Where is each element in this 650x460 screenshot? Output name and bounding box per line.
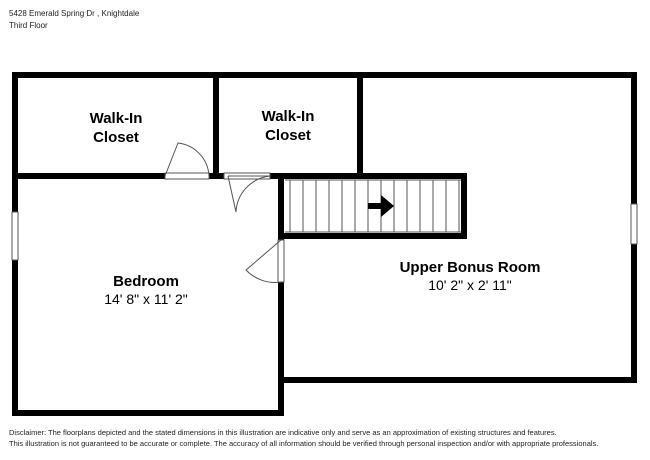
door-opening-bedroom [278, 240, 284, 282]
address-text: 5428 Emerald Spring Dr , Knightdale [9, 9, 140, 18]
closet-2-label-line2: Closet [265, 127, 311, 144]
floor-label: Third Floor [9, 21, 48, 30]
bedroom-window [12, 212, 18, 260]
bedroom-dimensions: 14' 8" x 11' 2" [104, 291, 188, 307]
bonus-room-dimensions: 10' 2" x 2' 11" [428, 277, 512, 293]
door-swing-closet-2 [228, 176, 270, 212]
bedroom-label: Bedroom [113, 273, 179, 290]
disclaimer-line-1: Disclaimer: The floorplans depicted and the stated dimensions in this illustration are indicative only and serve as an approximation of existing structures and features. [9, 428, 557, 437]
closet-1-label-line2: Closet [93, 129, 139, 146]
door-opening-closet-1 [165, 173, 209, 179]
door-swing-bedroom [246, 240, 281, 282]
stair-direction-arrow-icon [368, 195, 394, 217]
closet-2-label-line1: Walk-In [261, 108, 315, 125]
bonus-room-window [631, 204, 637, 244]
closet-1-label-line1: Walk-In [89, 110, 143, 127]
disclaimer-line-2: This illustration is not guaranteed to be accurate or complete. The accuracy of all information should be verified through personal inspection and/or with appropriate professionals. [9, 439, 599, 448]
door-swing-closet-1 [165, 143, 209, 176]
doors [165, 143, 284, 282]
bonus-room-label: Upper Bonus Room [399, 259, 541, 276]
